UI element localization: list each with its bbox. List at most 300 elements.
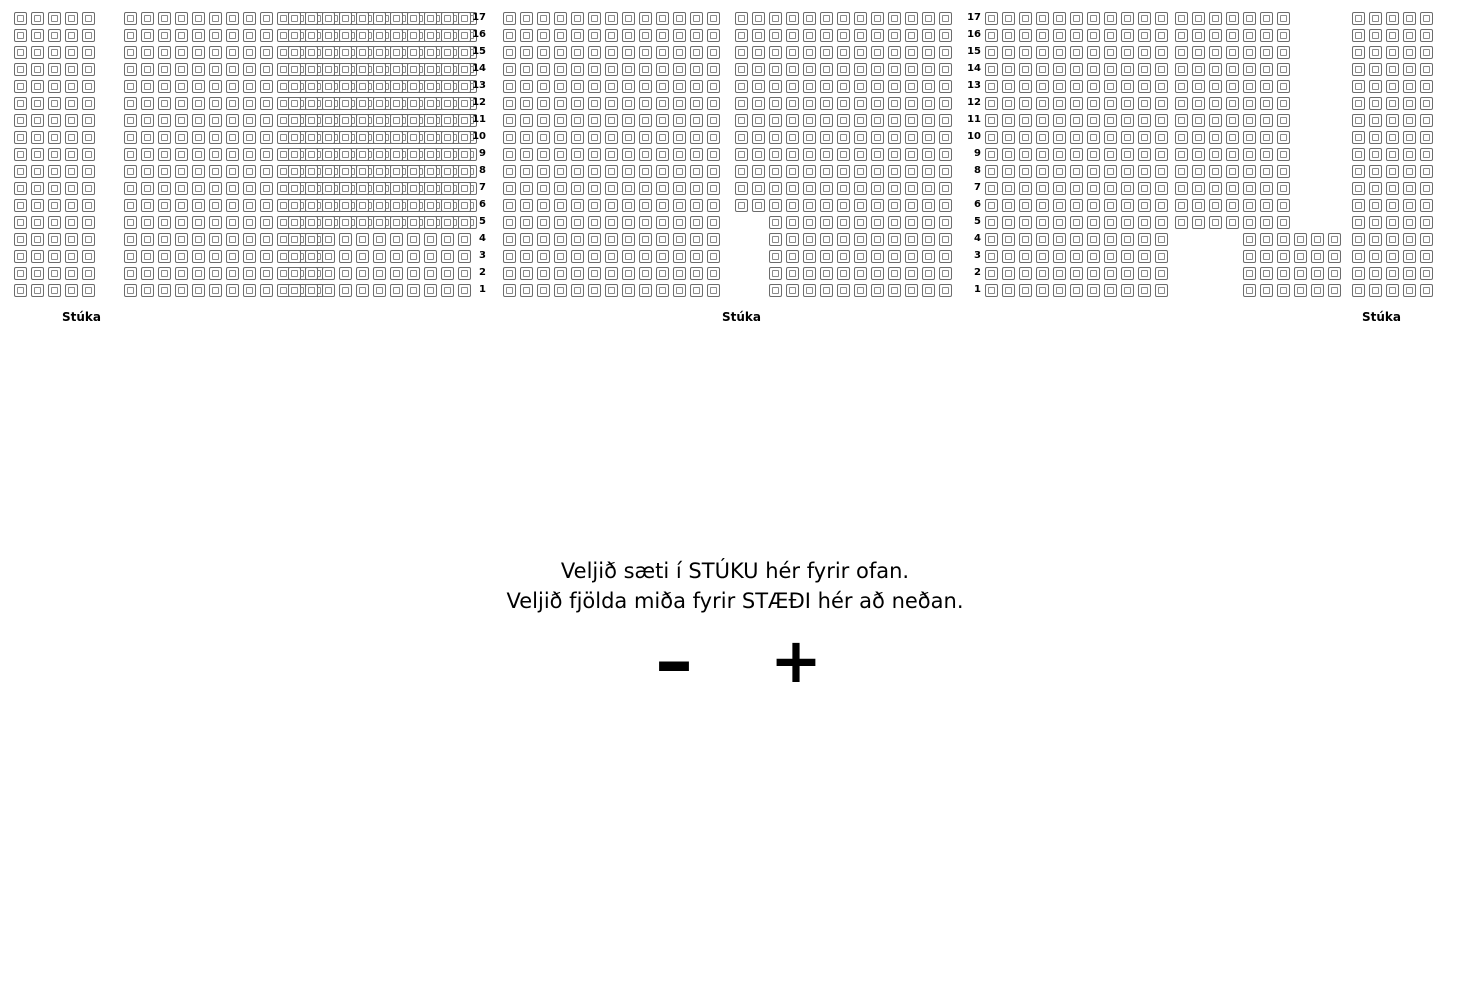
seat[interactable] (243, 131, 256, 144)
seat[interactable] (786, 114, 799, 127)
seat[interactable] (82, 165, 95, 178)
seat[interactable] (769, 182, 782, 195)
seat[interactable] (1002, 114, 1015, 127)
seat[interactable] (1087, 233, 1100, 246)
seat[interactable] (656, 63, 669, 76)
seat[interactable] (124, 284, 137, 297)
seat[interactable] (1386, 46, 1399, 59)
seat[interactable] (1386, 216, 1399, 229)
seat[interactable] (571, 233, 584, 246)
seat[interactable] (322, 148, 335, 161)
seat[interactable] (192, 165, 205, 178)
seat[interactable] (1260, 131, 1273, 144)
seat[interactable] (1209, 148, 1222, 161)
seat[interactable] (837, 97, 850, 110)
seat[interactable] (373, 29, 386, 42)
seat[interactable] (141, 63, 154, 76)
seat[interactable] (243, 80, 256, 93)
seat[interactable] (520, 131, 533, 144)
seat[interactable] (1002, 131, 1015, 144)
seat[interactable] (786, 29, 799, 42)
seat[interactable] (209, 233, 222, 246)
seat[interactable] (752, 97, 765, 110)
seat[interactable] (1311, 267, 1324, 280)
seat[interactable] (854, 199, 867, 212)
seat[interactable] (243, 216, 256, 229)
seat[interactable] (175, 182, 188, 195)
seat[interactable] (673, 148, 686, 161)
seat[interactable] (441, 284, 454, 297)
seat[interactable] (124, 216, 137, 229)
seat[interactable] (554, 165, 567, 178)
seat[interactable] (656, 46, 669, 59)
seat[interactable] (1087, 97, 1100, 110)
seat[interactable] (1036, 182, 1049, 195)
seat[interactable] (939, 199, 952, 212)
seat[interactable] (356, 63, 369, 76)
seat[interactable] (424, 284, 437, 297)
seat[interactable] (158, 12, 171, 25)
seat[interactable] (1053, 250, 1066, 263)
seat[interactable] (639, 284, 652, 297)
seat[interactable] (939, 63, 952, 76)
seat[interactable] (735, 46, 748, 59)
seat[interactable] (407, 29, 420, 42)
seat[interactable] (1209, 182, 1222, 195)
seat[interactable] (1192, 182, 1205, 195)
seat[interactable] (554, 182, 567, 195)
seat[interactable] (905, 29, 918, 42)
seat[interactable] (820, 97, 833, 110)
seat[interactable] (441, 165, 454, 178)
seat[interactable] (769, 131, 782, 144)
seat[interactable] (158, 182, 171, 195)
seat[interactable] (871, 46, 884, 59)
seat[interactable] (520, 114, 533, 127)
seat[interactable] (288, 267, 301, 280)
seat[interactable] (322, 199, 335, 212)
seat[interactable] (390, 97, 403, 110)
seat[interactable] (1121, 284, 1134, 297)
seat[interactable] (82, 131, 95, 144)
seat[interactable] (690, 148, 703, 161)
seat[interactable] (820, 29, 833, 42)
seat[interactable] (1175, 182, 1188, 195)
seat[interactable] (1036, 233, 1049, 246)
seat[interactable] (1352, 199, 1365, 212)
seat[interactable] (1138, 267, 1151, 280)
seat[interactable] (1386, 12, 1399, 25)
seat[interactable] (854, 284, 867, 297)
seat[interactable] (48, 267, 61, 280)
seat[interactable] (1104, 165, 1117, 178)
seat[interactable] (837, 233, 850, 246)
seat[interactable] (1243, 284, 1256, 297)
seat[interactable] (1036, 199, 1049, 212)
seat[interactable] (554, 97, 567, 110)
seat[interactable] (854, 131, 867, 144)
seat[interactable] (260, 12, 273, 25)
seat[interactable] (803, 63, 816, 76)
seat[interactable] (260, 148, 273, 161)
seat[interactable] (1226, 29, 1239, 42)
seat[interactable] (537, 131, 550, 144)
seat[interactable] (192, 182, 205, 195)
seat[interactable] (820, 216, 833, 229)
seat[interactable] (1138, 80, 1151, 93)
seat[interactable] (209, 46, 222, 59)
seat[interactable] (14, 114, 27, 127)
seat[interactable] (48, 114, 61, 127)
seat[interactable] (803, 233, 816, 246)
seat[interactable] (1260, 114, 1273, 127)
seat[interactable] (31, 233, 44, 246)
seat[interactable] (820, 114, 833, 127)
seat[interactable] (1420, 97, 1433, 110)
seat[interactable] (520, 233, 533, 246)
seat[interactable] (752, 29, 765, 42)
seat[interactable] (520, 148, 533, 161)
seat[interactable] (1226, 199, 1239, 212)
seat[interactable] (260, 182, 273, 195)
seat[interactable] (31, 12, 44, 25)
seat[interactable] (260, 29, 273, 42)
seat[interactable] (322, 97, 335, 110)
seat[interactable] (656, 165, 669, 178)
seat[interactable] (622, 114, 635, 127)
seat[interactable] (209, 284, 222, 297)
seat[interactable] (605, 250, 618, 263)
seat[interactable] (1243, 63, 1256, 76)
seat[interactable] (1369, 199, 1382, 212)
seat[interactable] (985, 29, 998, 42)
seat[interactable] (390, 29, 403, 42)
seat[interactable] (1104, 97, 1117, 110)
seat[interactable] (1260, 148, 1273, 161)
seat[interactable] (1260, 216, 1273, 229)
seat[interactable] (243, 97, 256, 110)
seat[interactable] (707, 284, 720, 297)
seat[interactable] (65, 216, 78, 229)
seat[interactable] (407, 250, 420, 263)
seat[interactable] (639, 12, 652, 25)
seat[interactable] (1403, 29, 1416, 42)
seat[interactable] (786, 131, 799, 144)
seat[interactable] (31, 284, 44, 297)
seat[interactable] (803, 97, 816, 110)
seat[interactable] (1019, 216, 1032, 229)
seat[interactable] (1369, 267, 1382, 280)
seat[interactable] (1155, 267, 1168, 280)
seat[interactable] (424, 29, 437, 42)
seat[interactable] (707, 46, 720, 59)
seat[interactable] (1226, 216, 1239, 229)
seat[interactable] (1403, 216, 1416, 229)
seat[interactable] (1226, 131, 1239, 144)
seat[interactable] (1087, 12, 1100, 25)
seat[interactable] (1053, 284, 1066, 297)
seat[interactable] (1311, 284, 1324, 297)
seat[interactable] (1175, 131, 1188, 144)
seat[interactable] (48, 199, 61, 212)
seat[interactable] (305, 233, 318, 246)
seat[interactable] (14, 12, 27, 25)
seat[interactable] (1294, 233, 1307, 246)
seat[interactable] (1294, 284, 1307, 297)
seat[interactable] (837, 165, 850, 178)
seat[interactable] (1002, 267, 1015, 280)
seat[interactable] (605, 148, 618, 161)
seat[interactable] (339, 63, 352, 76)
seat[interactable] (1002, 233, 1015, 246)
seat[interactable] (458, 199, 471, 212)
seat[interactable] (1386, 182, 1399, 195)
seat[interactable] (752, 182, 765, 195)
seat[interactable] (820, 80, 833, 93)
seat[interactable] (158, 284, 171, 297)
seat[interactable] (82, 267, 95, 280)
seat[interactable] (752, 199, 765, 212)
seat[interactable] (673, 29, 686, 42)
seat[interactable] (192, 114, 205, 127)
seat[interactable] (1155, 148, 1168, 161)
seat[interactable] (939, 182, 952, 195)
seat[interactable] (175, 29, 188, 42)
seat[interactable] (1070, 233, 1083, 246)
seat[interactable] (786, 12, 799, 25)
seat[interactable] (871, 131, 884, 144)
seat[interactable] (124, 12, 137, 25)
seat[interactable] (1403, 12, 1416, 25)
seat[interactable] (424, 182, 437, 195)
seat[interactable] (458, 114, 471, 127)
seat[interactable] (1036, 216, 1049, 229)
seat[interactable] (407, 216, 420, 229)
seat[interactable] (1070, 131, 1083, 144)
seat[interactable] (1352, 216, 1365, 229)
seat[interactable] (905, 131, 918, 144)
seat[interactable] (985, 250, 998, 263)
seat[interactable] (356, 131, 369, 144)
seat[interactable] (1087, 165, 1100, 178)
seat[interactable] (1087, 29, 1100, 42)
seat[interactable] (141, 199, 154, 212)
seat[interactable] (1209, 97, 1222, 110)
seat[interactable] (1260, 80, 1273, 93)
seat[interactable] (769, 29, 782, 42)
seat[interactable] (1209, 46, 1222, 59)
seat[interactable] (605, 182, 618, 195)
seat[interactable] (639, 199, 652, 212)
seat[interactable] (888, 12, 901, 25)
seat[interactable] (458, 250, 471, 263)
seat[interactable] (803, 182, 816, 195)
seat[interactable] (1277, 46, 1290, 59)
seat[interactable] (554, 284, 567, 297)
seat[interactable] (424, 131, 437, 144)
seat[interactable] (209, 114, 222, 127)
seat[interactable] (158, 199, 171, 212)
seat[interactable] (48, 97, 61, 110)
seat[interactable] (769, 284, 782, 297)
seat[interactable] (424, 165, 437, 178)
seat[interactable] (1420, 46, 1433, 59)
seat[interactable] (656, 114, 669, 127)
seat[interactable] (769, 250, 782, 263)
seat[interactable] (82, 233, 95, 246)
seat[interactable] (537, 165, 550, 178)
seat[interactable] (503, 46, 516, 59)
seat[interactable] (622, 199, 635, 212)
seat[interactable] (520, 216, 533, 229)
seat[interactable] (673, 233, 686, 246)
seat[interactable] (1420, 131, 1433, 144)
seat[interactable] (690, 284, 703, 297)
seat[interactable] (390, 46, 403, 59)
seat[interactable] (571, 114, 584, 127)
seat[interactable] (588, 131, 601, 144)
seat[interactable] (356, 148, 369, 161)
seat[interactable] (554, 80, 567, 93)
seat[interactable] (82, 63, 95, 76)
seat[interactable] (1104, 182, 1117, 195)
seat[interactable] (1002, 216, 1015, 229)
seat[interactable] (735, 199, 748, 212)
seat[interactable] (424, 12, 437, 25)
seat[interactable] (1226, 165, 1239, 178)
seat[interactable] (786, 63, 799, 76)
seat[interactable] (520, 165, 533, 178)
seat[interactable] (1002, 12, 1015, 25)
seat[interactable] (537, 97, 550, 110)
seat[interactable] (520, 46, 533, 59)
seat[interactable] (407, 63, 420, 76)
seat[interactable] (1260, 233, 1273, 246)
seat[interactable] (1036, 165, 1049, 178)
seat[interactable] (871, 165, 884, 178)
seat[interactable] (639, 233, 652, 246)
seat[interactable] (985, 199, 998, 212)
seat[interactable] (1053, 46, 1066, 59)
seat[interactable] (48, 284, 61, 297)
seat[interactable] (1087, 216, 1100, 229)
seat[interactable] (1277, 182, 1290, 195)
seat[interactable] (656, 29, 669, 42)
seat[interactable] (390, 80, 403, 93)
seat[interactable] (260, 199, 273, 212)
seat[interactable] (243, 46, 256, 59)
seat[interactable] (243, 233, 256, 246)
seat[interactable] (854, 12, 867, 25)
seat[interactable] (192, 267, 205, 280)
seat[interactable] (1226, 148, 1239, 161)
seat[interactable] (441, 131, 454, 144)
seat[interactable] (1352, 250, 1365, 263)
seat[interactable] (1352, 267, 1365, 280)
seat[interactable] (922, 216, 935, 229)
seat[interactable] (48, 233, 61, 246)
seat[interactable] (1155, 46, 1168, 59)
seat[interactable] (1138, 12, 1151, 25)
seat[interactable] (622, 182, 635, 195)
seat[interactable] (82, 46, 95, 59)
seat[interactable] (1155, 80, 1168, 93)
seat[interactable] (1277, 233, 1290, 246)
seat[interactable] (65, 46, 78, 59)
seat[interactable] (888, 182, 901, 195)
seat[interactable] (407, 182, 420, 195)
seat[interactable] (1121, 233, 1134, 246)
seat[interactable] (673, 114, 686, 127)
seat[interactable] (786, 80, 799, 93)
seat[interactable] (1420, 267, 1433, 280)
seat[interactable] (554, 63, 567, 76)
seat[interactable] (769, 97, 782, 110)
seat[interactable] (226, 216, 239, 229)
seat[interactable] (837, 46, 850, 59)
seat[interactable] (605, 284, 618, 297)
seat[interactable] (339, 267, 352, 280)
seat[interactable] (1369, 114, 1382, 127)
seat[interactable] (786, 250, 799, 263)
seat[interactable] (588, 97, 601, 110)
seat[interactable] (503, 29, 516, 42)
seat[interactable] (243, 29, 256, 42)
seat[interactable] (1155, 165, 1168, 178)
seat[interactable] (260, 97, 273, 110)
seat[interactable] (622, 12, 635, 25)
seat[interactable] (1175, 216, 1188, 229)
seat[interactable] (1104, 199, 1117, 212)
seat[interactable] (390, 250, 403, 263)
seat[interactable] (356, 267, 369, 280)
seat[interactable] (985, 233, 998, 246)
seat[interactable] (226, 182, 239, 195)
seat[interactable] (939, 114, 952, 127)
seat[interactable] (1352, 29, 1365, 42)
seat[interactable] (322, 114, 335, 127)
seat[interactable] (622, 131, 635, 144)
seat[interactable] (390, 284, 403, 297)
seat[interactable] (141, 182, 154, 195)
seat[interactable] (82, 250, 95, 263)
seat[interactable] (1260, 267, 1273, 280)
seat[interactable] (192, 131, 205, 144)
seat[interactable] (673, 165, 686, 178)
seat[interactable] (735, 131, 748, 144)
seat[interactable] (690, 182, 703, 195)
seat[interactable] (1104, 131, 1117, 144)
seat[interactable] (356, 114, 369, 127)
seat[interactable] (1277, 80, 1290, 93)
seat[interactable] (803, 216, 816, 229)
seat[interactable] (656, 250, 669, 263)
seat[interactable] (1002, 182, 1015, 195)
seat[interactable] (1403, 284, 1416, 297)
seat[interactable] (175, 165, 188, 178)
seat[interactable] (1192, 80, 1205, 93)
seat[interactable] (673, 12, 686, 25)
seat[interactable] (503, 131, 516, 144)
seat[interactable] (441, 250, 454, 263)
seat[interactable] (1155, 97, 1168, 110)
seat[interactable] (939, 267, 952, 280)
seat[interactable] (554, 216, 567, 229)
seat[interactable] (288, 199, 301, 212)
seat[interactable] (503, 233, 516, 246)
seat[interactable] (520, 267, 533, 280)
seat[interactable] (1369, 131, 1382, 144)
